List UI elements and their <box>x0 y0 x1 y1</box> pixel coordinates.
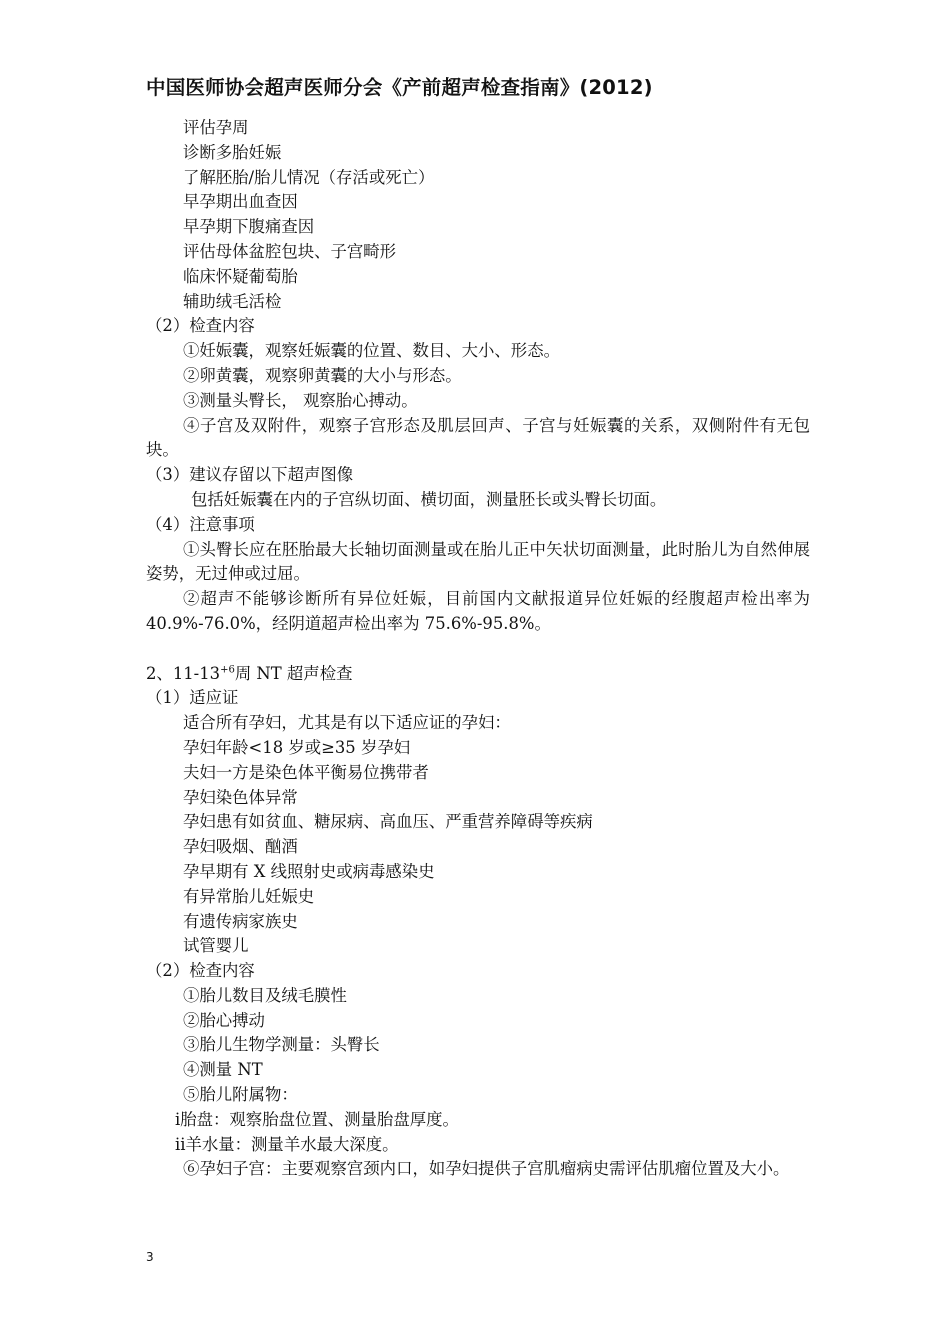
section-title-rest: 周 NT 超声检查 <box>234 663 353 683</box>
paragraph: 适合所有孕妇，尤其是有以下适应证的孕妇： <box>183 713 511 733</box>
paragraph: ⑥孕妇子宫：主要观察宫颈内口，如孕妇提供子宫肌瘤病史需评估肌瘤位置及大小。 <box>183 1159 790 1179</box>
list-subitem: ⅰ胎盘：观察胎盘位置、测量胎盘厚度。 <box>175 1109 459 1129</box>
list-item: 夫妇一方是染色体平衡易位携带者 <box>183 762 429 782</box>
list-item: ③胎儿生物学测量：头臀长 <box>183 1035 380 1055</box>
list-item: 孕妇染色体异常 <box>183 787 298 807</box>
subsection-heading: （2）检查内容 <box>146 316 255 336</box>
page-number: 3 <box>146 1250 154 1264</box>
list-item: 早孕期出血查因 <box>183 192 298 212</box>
document-header: 中国医师协会超声医师分会《产前超声检查指南》(2012) <box>146 76 653 99</box>
list-item: 辅助绒毛活检 <box>183 291 282 311</box>
list-item: 有遗传病家族史 <box>183 911 298 931</box>
list-subitem: ⅱ羊水量：测量羊水最大深度。 <box>175 1134 399 1154</box>
section-title-superscript: +6 <box>220 664 235 676</box>
list-item: 有异常胎儿妊娠史 <box>183 886 315 906</box>
list-item: 孕妇患有如贫血、糖尿病、高血压、严重营养障碍等疾病 <box>183 812 593 832</box>
list-item: 了解胚胎/胎儿情况（存活或死亡） <box>183 167 435 187</box>
list-item: ③测量头臀长， 观察胎心搏动。 <box>183 390 418 410</box>
list-item: ②卵黄囊，观察卵黄囊的大小与形态。 <box>183 365 462 385</box>
list-item: 孕早期有 X 线照射史或病毒感染史 <box>183 861 435 881</box>
list-item: 孕妇吸烟、酗酒 <box>183 837 298 857</box>
list-item: 诊断多胎妊娠 <box>183 142 282 162</box>
subsection-heading: （2）检查内容 <box>146 961 255 981</box>
list-item: ④测量 NT <box>183 1060 263 1080</box>
paragraph: ②超声不能够诊断所有异位妊娠，目前国内文献报道异位妊娠的经腹超声检出率为 40.9%-76.0%，经阴道超声检出率为 75.6%-95.8%。 <box>146 589 810 633</box>
list-item: 临床怀疑葡萄胎 <box>183 266 298 286</box>
list-item: ①胎儿数目及绒毛膜性 <box>183 985 347 1005</box>
section-title-main: 2、11-13 <box>146 663 221 683</box>
paragraph: ④子宫及双附件，观察子宫形态及肌层回声、子宫与妊娠囊的关系，双侧附件有无包块。 <box>146 415 810 460</box>
list-item: 早孕期下腹痛查因 <box>183 217 315 237</box>
subsection-heading: （4）注意事项 <box>146 514 255 534</box>
list-item: ⑤胎儿附属物： <box>183 1085 298 1105</box>
list-item: 试管婴儿 <box>183 936 249 956</box>
paragraph: ①头臀长应在胚胎最大长轴切面测量或在胎儿正中矢状切面测量，此时胎儿为自然伸展姿势，无过伸或过屈。 <box>146 539 810 584</box>
paragraph: 包括妊娠囊在内的子宫纵切面、横切面，测量胚长或头臀长切面。 <box>191 489 667 509</box>
list-item: 孕妇年龄<18 岁或≥35 岁孕妇 <box>183 737 411 757</box>
list-item: 评估母体盆腔包块、子宫畸形 <box>183 241 397 261</box>
section-title <box>146 662 810 687</box>
list-item: ①妊娠囊，观察妊娠囊的位置、数目、大小、形态。 <box>183 341 560 361</box>
subsection-heading: （1）适应证 <box>146 688 239 708</box>
list-item: 评估孕周 <box>183 118 249 137</box>
spacer <box>146 637 810 662</box>
document-body <box>146 116 810 1182</box>
subsection-heading: （3）建议存留以下超声图像 <box>146 465 354 485</box>
list-item: ②胎心搏动 <box>183 1010 265 1030</box>
